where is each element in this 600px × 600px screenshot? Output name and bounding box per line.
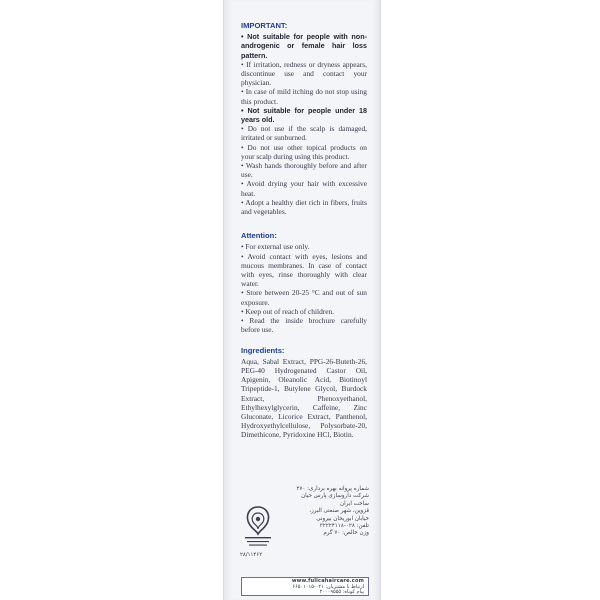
customer-service-line: ارتباط با مشتریان: ۰۲۱-۶۶۵۰۱۰۱۵ <box>292 584 364 590</box>
attention-item: • Read the inside brochure carefully before use. <box>241 316 367 335</box>
important-item: • In case of mild itching do not stop using this product. <box>241 87 367 106</box>
seal-code: ۲۸/۱۱۴۶۲ <box>240 552 263 558</box>
attention-heading: Attention: <box>241 231 277 241</box>
important-item: • Do not use if the scalp is damaged, irritated or sunburned. <box>241 124 367 143</box>
section-spacer <box>241 216 367 231</box>
phone-line: تلفن: ۰۲۸-۳۲۲۲۴۱۱۸ <box>319 523 369 530</box>
box-edge-left <box>224 0 232 600</box>
ingredients-heading: Ingredients: <box>241 345 285 355</box>
important-item: • Adopt a healthy diet rich in fibers, fruits and vegetables. <box>241 197 367 217</box>
box-edge-right <box>372 0 380 600</box>
attention-item: • Store between 20-25 °C and out of sun exposure. <box>241 288 367 307</box>
health-seal-icon <box>242 504 274 552</box>
important-item: • Not suitable for people with non-androgenic or female hair loss pattern. <box>241 32 367 60</box>
attention-item: • For external use only. <box>241 242 310 252</box>
section-spacer <box>241 335 367 346</box>
website-url: www.fulicahaircare.com <box>291 578 364 584</box>
important-item: • Wash hands thoroughly before and after use. <box>241 161 367 180</box>
attention-item: • Keep out of reach of children. <box>241 306 335 316</box>
manufacturer-info <box>240 486 371 571</box>
address-line: قزوین، شهر صنعتی البرز، <box>309 508 369 515</box>
ingredients-list: Aqua, Sabal Extract, PPG-26-Buteth-26, PEG-40 Hydrogenated Castor Oil, Apigenin, Oleanolic Acid, Biotinoyl Tripeptide-1, Butylene Glycol, Burdock Extract, Phenoxyethanol, Ethylhexylglycerin, Caffeine, Zinc Gluconate, Licorice Extract, Panthenol, Hydroxyethylcellulose, Polysorbate-20, Dimethicone, Pyridoxine HCl, Biotin. <box>241 356 367 440</box>
important-item: • Not suitable for people under 18 years old. <box>241 105 367 125</box>
product-box-side-panel <box>223 0 381 600</box>
net-weight-line: وزن خالص: ۷۰ گرم <box>323 530 369 537</box>
manufacturer-lines <box>283 486 369 538</box>
attention-item: • Avoid contact with eyes, lesions and mucous membranes. In case of contact with eyes, rinse thoroughly with clear water. <box>241 251 367 289</box>
important-item: • If irritation, redness or dryness appears, discontinue use and contact your physician. <box>241 59 367 88</box>
company-line: شرکت داروسازی پارس حیان <box>301 493 369 500</box>
origin-line: ساخت ایران <box>340 500 369 507</box>
label-text-panel <box>241 21 367 440</box>
important-heading: IMPORTANT: <box>241 21 288 30</box>
street-line: خیابان ابوریحان بیرونی <box>316 515 369 522</box>
important-item: • Do not use other topical products on your scalp during using this product. <box>241 142 367 161</box>
license-line: شماره پروانه بهره برداری: ۲۷۰ <box>296 486 369 492</box>
contact-footer <box>241 577 369 596</box>
sms-line: پیام کوتاه: ۲۰۰۰۹۵۵۵ <box>319 589 364 595</box>
important-item: • Avoid drying your hair with excessive heat. <box>241 179 367 198</box>
